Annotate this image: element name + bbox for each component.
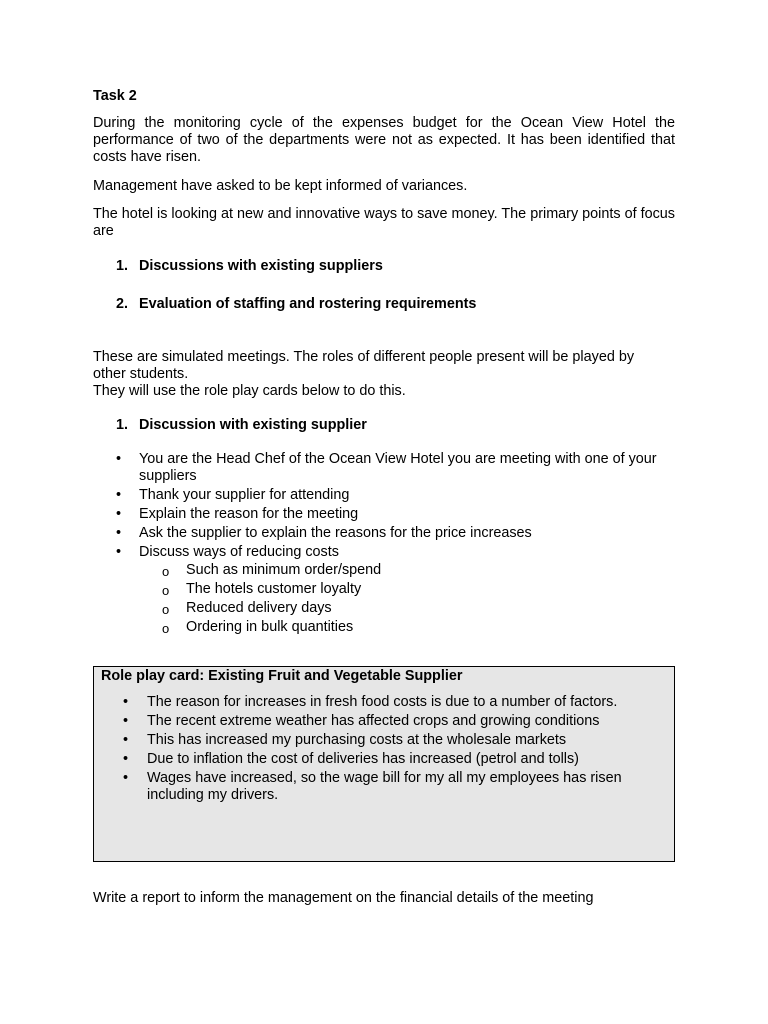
role-play-card (93, 666, 675, 862)
circle-bullet-icon: o (162, 621, 170, 636)
bullet-text: Explain the reason for the meeting (139, 506, 359, 522)
bullet-text: Discuss ways of reducing costs (139, 544, 339, 560)
bullet-text: Ask the supplier to explain the reasons for the price increases (139, 525, 532, 541)
intro-paragraph: During the monitoring cycle of the expenses budget for the Ocean View Hotel the performance of two of the departments were not as expected. It has been identified that costs have risen. (93, 115, 675, 165)
bullet-text: Thank your supplier for attending (139, 487, 350, 503)
sub-bullet-text: The hotels customer loyalty (186, 581, 362, 597)
discussion-heading-number: 1. (116, 417, 129, 433)
closing-instruction: Write a report to inform the management on the financial details of the meeting (93, 890, 594, 906)
focus-point-text: Evaluation of staffing and rostering requirements (139, 296, 477, 312)
circle-bullet-icon: o (162, 564, 170, 579)
sub-bullet-text: Reduced delivery days (186, 600, 332, 616)
focus-point-text: Discussions with existing suppliers (139, 258, 383, 274)
role-play-card-title: Role play card: Existing Fruit and Vegetable Supplier (101, 668, 463, 684)
simulation-note: These are simulated meetings. The roles of different people present will be played by other students. (93, 349, 635, 382)
card-bullet-text: Wages have increased, so the wage bill for my all my employees has risen including my drivers. (147, 770, 622, 803)
bullet-icon: • (123, 751, 129, 767)
bullet-icon: • (116, 544, 122, 560)
bullet-text: You are the Head Chef of the Ocean View Hotel you are meeting with one of your suppliers (139, 451, 657, 484)
circle-bullet-icon: o (162, 602, 170, 617)
focus-paragraph: The hotel is looking at new and innovative ways to save money. The primary points of focus are (93, 206, 675, 239)
sub-bullet-text: Such as minimum order/spend (186, 562, 382, 578)
bullet-icon: • (116, 487, 122, 503)
bullet-icon: • (116, 525, 122, 541)
card-bullet-text: Due to inflation the cost of deliveries has increased (petrol and tolls) (147, 751, 579, 767)
management-paragraph: Management have asked to be kept informed of variances. (93, 178, 468, 194)
focus-point-number: 2. (116, 296, 129, 312)
sub-bullet-text: Ordering in bulk quantities (186, 619, 354, 635)
circle-bullet-icon: o (162, 583, 170, 598)
task-heading: Task 2 (93, 88, 137, 104)
discussion-heading-text: Discussion with existing supplier (139, 417, 367, 433)
card-bullet-text: This has increased my purchasing costs at the wholesale markets (147, 732, 567, 748)
bullet-icon: • (123, 732, 129, 748)
bullet-icon: • (123, 713, 129, 729)
bullet-icon: • (123, 694, 129, 710)
bullet-icon: • (123, 770, 129, 786)
role-play-instruction: They will use the role play cards below to do this. (93, 383, 406, 399)
bullet-icon: • (116, 506, 122, 522)
bullet-icon: • (116, 451, 122, 467)
focus-point-number: 1. (116, 258, 129, 274)
card-bullet-text: The recent extreme weather has affected crops and growing conditions (147, 713, 600, 729)
card-bullet-text: The reason for increases in fresh food costs is due to a number of factors. (147, 694, 618, 710)
